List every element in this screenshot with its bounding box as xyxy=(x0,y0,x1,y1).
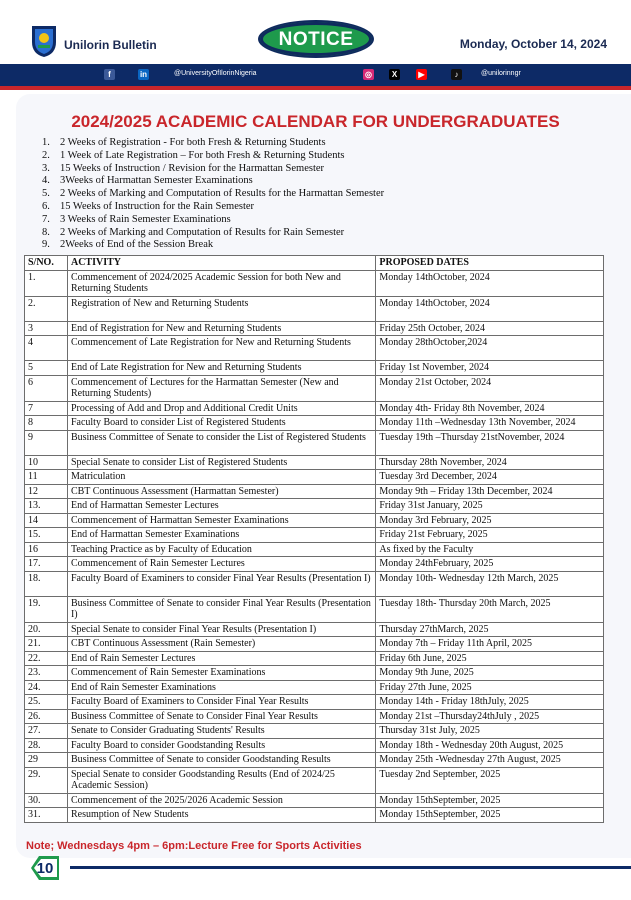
table-row xyxy=(25,416,604,431)
row-activity: Special Senate to consider Goodstanding Results (End of 2024/25 Academic Session) xyxy=(67,767,375,793)
row-date: Monday 3rd February, 2025 xyxy=(376,513,604,528)
row-sn: 11 xyxy=(25,470,68,485)
row-date: Friday 25th October, 2024 xyxy=(376,321,604,336)
row-date: Monday 15thSeptember, 2025 xyxy=(376,793,604,808)
row-activity: End of Rain Semester Lectures xyxy=(67,651,375,666)
row-activity: CBT Continuous Assessment (Rain Semester) xyxy=(67,637,375,652)
row-date: Friday 27th June, 2025 xyxy=(376,680,604,695)
summary-item-number: 5. xyxy=(42,188,50,200)
summary-item-text: 3 Weeks of Rain Semester Examinations xyxy=(60,213,231,225)
summary-item-number: 6. xyxy=(42,200,50,212)
row-date: Tuesday 2nd September, 2025 xyxy=(376,767,604,793)
row-sn: 15. xyxy=(25,528,68,543)
row-sn: 8 xyxy=(25,416,68,431)
header-sn: S/NO. xyxy=(25,256,68,271)
summary-item-text: 15 Weeks of Instruction / Revision for the Harmattan Semester xyxy=(60,162,325,174)
table-row xyxy=(25,361,604,376)
row-date: Tuesday 18th- Thursday 20th March, 2025 xyxy=(376,596,604,622)
row-activity: Faculty Board to consider Goodstanding Results xyxy=(67,738,375,753)
row-activity: Business Committee of Senate to consider Goodstanding Results xyxy=(67,753,375,768)
summary-item-number: 7. xyxy=(42,213,50,225)
table-row xyxy=(25,637,604,652)
row-sn: 3 xyxy=(25,321,68,336)
row-sn: 10 xyxy=(25,455,68,470)
header-divider xyxy=(0,86,631,90)
row-sn: 29 xyxy=(25,753,68,768)
tiktok-icon[interactable]: ♪ xyxy=(451,69,462,80)
table-row xyxy=(25,695,604,710)
row-activity: Matriculation xyxy=(67,470,375,485)
table-row xyxy=(25,296,604,321)
row-activity: Commencement of Harmattan Semester Examinations xyxy=(67,513,375,528)
row-activity: Business Committee of Senate to consider the List of Registered Students xyxy=(67,430,375,455)
row-date: Monday 4th- Friday 8th November, 2024 xyxy=(376,401,604,416)
table-row xyxy=(25,455,604,470)
row-activity: End of Registration for New and Returning Students xyxy=(67,321,375,336)
row-activity: Processing of Add and Drop and Additional Credit Units xyxy=(67,401,375,416)
row-activity: End of Harmattan Semester Lectures xyxy=(67,499,375,514)
row-sn: 5 xyxy=(25,361,68,376)
header-bar xyxy=(0,0,631,64)
table-row xyxy=(25,321,604,336)
youtube-icon[interactable]: ▶ xyxy=(416,69,427,80)
row-date: Thursday 27thMarch, 2025 xyxy=(376,622,604,637)
notice-label: NOTICE xyxy=(278,29,354,50)
row-sn: 23. xyxy=(25,666,68,681)
linkedin-icon[interactable]: in xyxy=(139,70,148,79)
row-date: Monday 24thFebruary, 2025 xyxy=(376,557,604,572)
summary-item-number: 8. xyxy=(42,226,50,238)
university-crest-icon xyxy=(30,24,58,58)
table-row xyxy=(25,470,604,485)
table-row xyxy=(25,622,604,637)
row-sn: 25. xyxy=(25,695,68,710)
summary-item xyxy=(42,175,384,188)
header-dates: PROPOSED DATES xyxy=(376,256,604,271)
row-activity: Business Committee of Senate to Consider Final Year Results xyxy=(67,709,375,724)
row-date: Tuesday 3rd December, 2024 xyxy=(376,470,604,485)
publication-date: Monday, October 14, 2024 xyxy=(459,37,607,51)
row-activity: Commencement of Lectures for the Harmattan Semester (New and Returning Students) xyxy=(67,375,375,401)
calendar-table xyxy=(24,255,604,823)
table-row xyxy=(25,528,604,543)
row-date: Thursday 28th November, 2024 xyxy=(376,455,604,470)
row-sn: 29. xyxy=(25,767,68,793)
row-sn: 17. xyxy=(25,557,68,572)
table-row xyxy=(25,808,604,823)
summary-item-number: 9. xyxy=(42,239,50,251)
row-sn: 20. xyxy=(25,622,68,637)
sports-note: Note; Wednesdays 4pm – 6pm:Lecture Free for Sports Activities xyxy=(26,840,362,852)
table-row xyxy=(25,270,604,296)
row-sn: 22. xyxy=(25,651,68,666)
row-date: Tuesday 19th –Thursday 21stNovember, 2024 xyxy=(376,430,604,455)
row-date: Monday 28thOctober,2024 xyxy=(376,336,604,361)
row-activity: Senate to Consider Graduating Students' Results xyxy=(67,724,375,739)
summary-item-text: 15 Weeks of Instruction for the Rain Semester xyxy=(60,200,255,212)
row-date: Monday 11th –Wednesday 13th November, 2024 xyxy=(376,416,604,431)
row-sn: 12 xyxy=(25,484,68,499)
table-row xyxy=(25,542,604,557)
page-number-badge xyxy=(27,854,63,882)
table-row xyxy=(25,571,604,596)
row-activity: Faculty Board to consider List of Registered Students xyxy=(67,416,375,431)
table-row xyxy=(25,430,604,455)
row-activity: Commencement of Late Registration for New and Returning Students xyxy=(67,336,375,361)
row-sn: 21. xyxy=(25,637,68,652)
table-row xyxy=(25,793,604,808)
row-sn: 6 xyxy=(25,375,68,401)
table-row xyxy=(25,557,604,572)
instagram-icon[interactable]: ◎ xyxy=(363,69,374,80)
row-activity: Registration of New and Returning Students xyxy=(67,296,375,321)
table-row xyxy=(25,596,604,622)
row-date: Friday 21st February, 2025 xyxy=(376,528,604,543)
summary-item-text: 2 Weeks of Marking and Computation of Results for the Harmattan Semester xyxy=(60,188,385,200)
summary-item-text: 1 Week of Late Registration – For both Fresh & Returning Students xyxy=(60,149,345,161)
notice-badge xyxy=(258,20,374,58)
row-activity: End of Rain Semester Examinations xyxy=(67,680,375,695)
summary-item xyxy=(42,150,384,163)
table-row xyxy=(25,666,604,681)
summary-item xyxy=(42,201,384,214)
social-bar xyxy=(0,64,631,86)
row-date: Monday 14thOctober, 2024 xyxy=(376,270,604,296)
row-sn: 14 xyxy=(25,513,68,528)
page-title: 2024/2025 ACADEMIC CALENDAR FOR UNDERGRADUATES xyxy=(71,112,560,131)
summary-list xyxy=(42,137,384,252)
table-row xyxy=(25,767,604,793)
row-date: Monday 14thOctober, 2024 xyxy=(376,296,604,321)
summary-item-text: 2Weeks of End of the Session Break xyxy=(60,239,214,251)
table-row xyxy=(25,513,604,528)
row-sn: 1. xyxy=(25,270,68,296)
table-row xyxy=(25,738,604,753)
summary-item-text: 2 Weeks of Marking and Computation of Results for Rain Semester xyxy=(60,226,345,238)
row-sn: 18. xyxy=(25,571,68,596)
table-row xyxy=(25,724,604,739)
row-activity: Faculty Board of Examiners to consider Final Year Results (Presentation I) xyxy=(67,571,375,596)
row-activity: Business Committee of Senate to consider Final Year Results (Presentation I) xyxy=(67,596,375,622)
summary-item-number: 1. xyxy=(42,137,50,148)
summary-item xyxy=(42,137,384,150)
row-sn: 28. xyxy=(25,738,68,753)
row-date: Monday 14th - Friday 18thJuly, 2025 xyxy=(376,695,604,710)
row-date: Friday 1st November, 2024 xyxy=(376,361,604,376)
summary-item xyxy=(42,214,384,227)
summary-item-number: 3. xyxy=(42,162,50,174)
row-date: Thursday 31st July, 2025 xyxy=(376,724,604,739)
bulletin-name: Unilorin Bulletin xyxy=(64,38,157,52)
table-row xyxy=(25,401,604,416)
summary-item-text: 2 Weeks of Registration - For both Fresh & Returning Students xyxy=(60,137,326,148)
row-sn: 9 xyxy=(25,430,68,455)
page-number: 10 xyxy=(36,860,54,877)
social-handle-right[interactable]: @unilorinngr xyxy=(481,70,521,77)
table-row xyxy=(25,680,604,695)
summary-item xyxy=(42,163,384,176)
row-date: Monday 21st –Thursday24thJuly , 2025 xyxy=(376,709,604,724)
footer-line xyxy=(70,866,631,869)
summary-item xyxy=(42,239,384,252)
summary-item xyxy=(42,227,384,240)
table-row xyxy=(25,709,604,724)
row-sn: 13. xyxy=(25,499,68,514)
summary-item xyxy=(42,188,384,201)
row-date: Monday 18th - Wednesday 20th August, 2025 xyxy=(376,738,604,753)
row-activity: Teaching Practice as by Faculty of Education xyxy=(67,542,375,557)
table-row xyxy=(25,336,604,361)
row-sn: 19. xyxy=(25,596,68,622)
row-date: Friday 6th June, 2025 xyxy=(376,651,604,666)
table-header-row xyxy=(25,256,604,271)
row-date: Monday 10th- Wednesday 12th March, 2025 xyxy=(376,571,604,596)
row-sn: 7 xyxy=(25,401,68,416)
row-activity: Faculty Board of Examiners to Consider Final Year Results xyxy=(67,695,375,710)
row-activity: Commencement of Rain Semester Examinations xyxy=(67,666,375,681)
row-date: Friday 31st January, 2025 xyxy=(376,499,604,514)
table-row xyxy=(25,484,604,499)
table-row xyxy=(25,753,604,768)
table-row xyxy=(25,375,604,401)
row-date: Monday 9th June, 2025 xyxy=(376,666,604,681)
row-sn: 16 xyxy=(25,542,68,557)
row-sn: 2. xyxy=(25,296,68,321)
row-date: Monday 9th – Friday 13th December, 2024 xyxy=(376,484,604,499)
row-date: Monday 25th -Wednesday 27th August, 2025 xyxy=(376,753,604,768)
row-sn: 27. xyxy=(25,724,68,739)
row-sn: 4 xyxy=(25,336,68,361)
table-row xyxy=(25,499,604,514)
social-handle-left[interactable]: @UniversityOfIlorinNigeria xyxy=(174,70,257,77)
summary-item-text: 3Weeks of Harmattan Semester Examinations xyxy=(60,175,253,187)
row-sn: 24. xyxy=(25,680,68,695)
row-date: Monday 7th – Friday 11th April, 2025 xyxy=(376,637,604,652)
row-sn: 31. xyxy=(25,808,68,823)
x-icon[interactable]: X xyxy=(389,69,400,80)
row-activity: End of Late Registration for New and Returning Students xyxy=(67,361,375,376)
row-activity: Special Senate to consider Final Year Results (Presentation I) xyxy=(67,622,375,637)
facebook-icon[interactable]: f xyxy=(104,69,115,80)
row-activity: Commencement of Rain Semester Lectures xyxy=(67,557,375,572)
row-activity: Special Senate to consider List of Registered Students xyxy=(67,455,375,470)
summary-item-number: 2. xyxy=(42,149,50,161)
row-activity: Resumption of New Students xyxy=(67,808,375,823)
row-activity: End of Harmattan Semester Examinations xyxy=(67,528,375,543)
row-sn: 30. xyxy=(25,793,68,808)
row-date: Monday 21st October, 2024 xyxy=(376,375,604,401)
row-sn: 26. xyxy=(25,709,68,724)
header-activity: ACTIVITY xyxy=(67,256,375,271)
summary-item-number: 4. xyxy=(42,175,50,187)
row-activity: CBT Continuous Assessment (Harmattan Semester) xyxy=(67,484,375,499)
row-activity: Commencement of 2024/2025 Academic Session for both New and Returning Students xyxy=(67,270,375,296)
row-date: Monday 15thSeptember, 2025 xyxy=(376,808,604,823)
row-activity: Commencement of the 2025/2026 Academic Session xyxy=(67,793,375,808)
row-date: As fixed by the Faculty xyxy=(376,542,604,557)
table-row xyxy=(25,651,604,666)
